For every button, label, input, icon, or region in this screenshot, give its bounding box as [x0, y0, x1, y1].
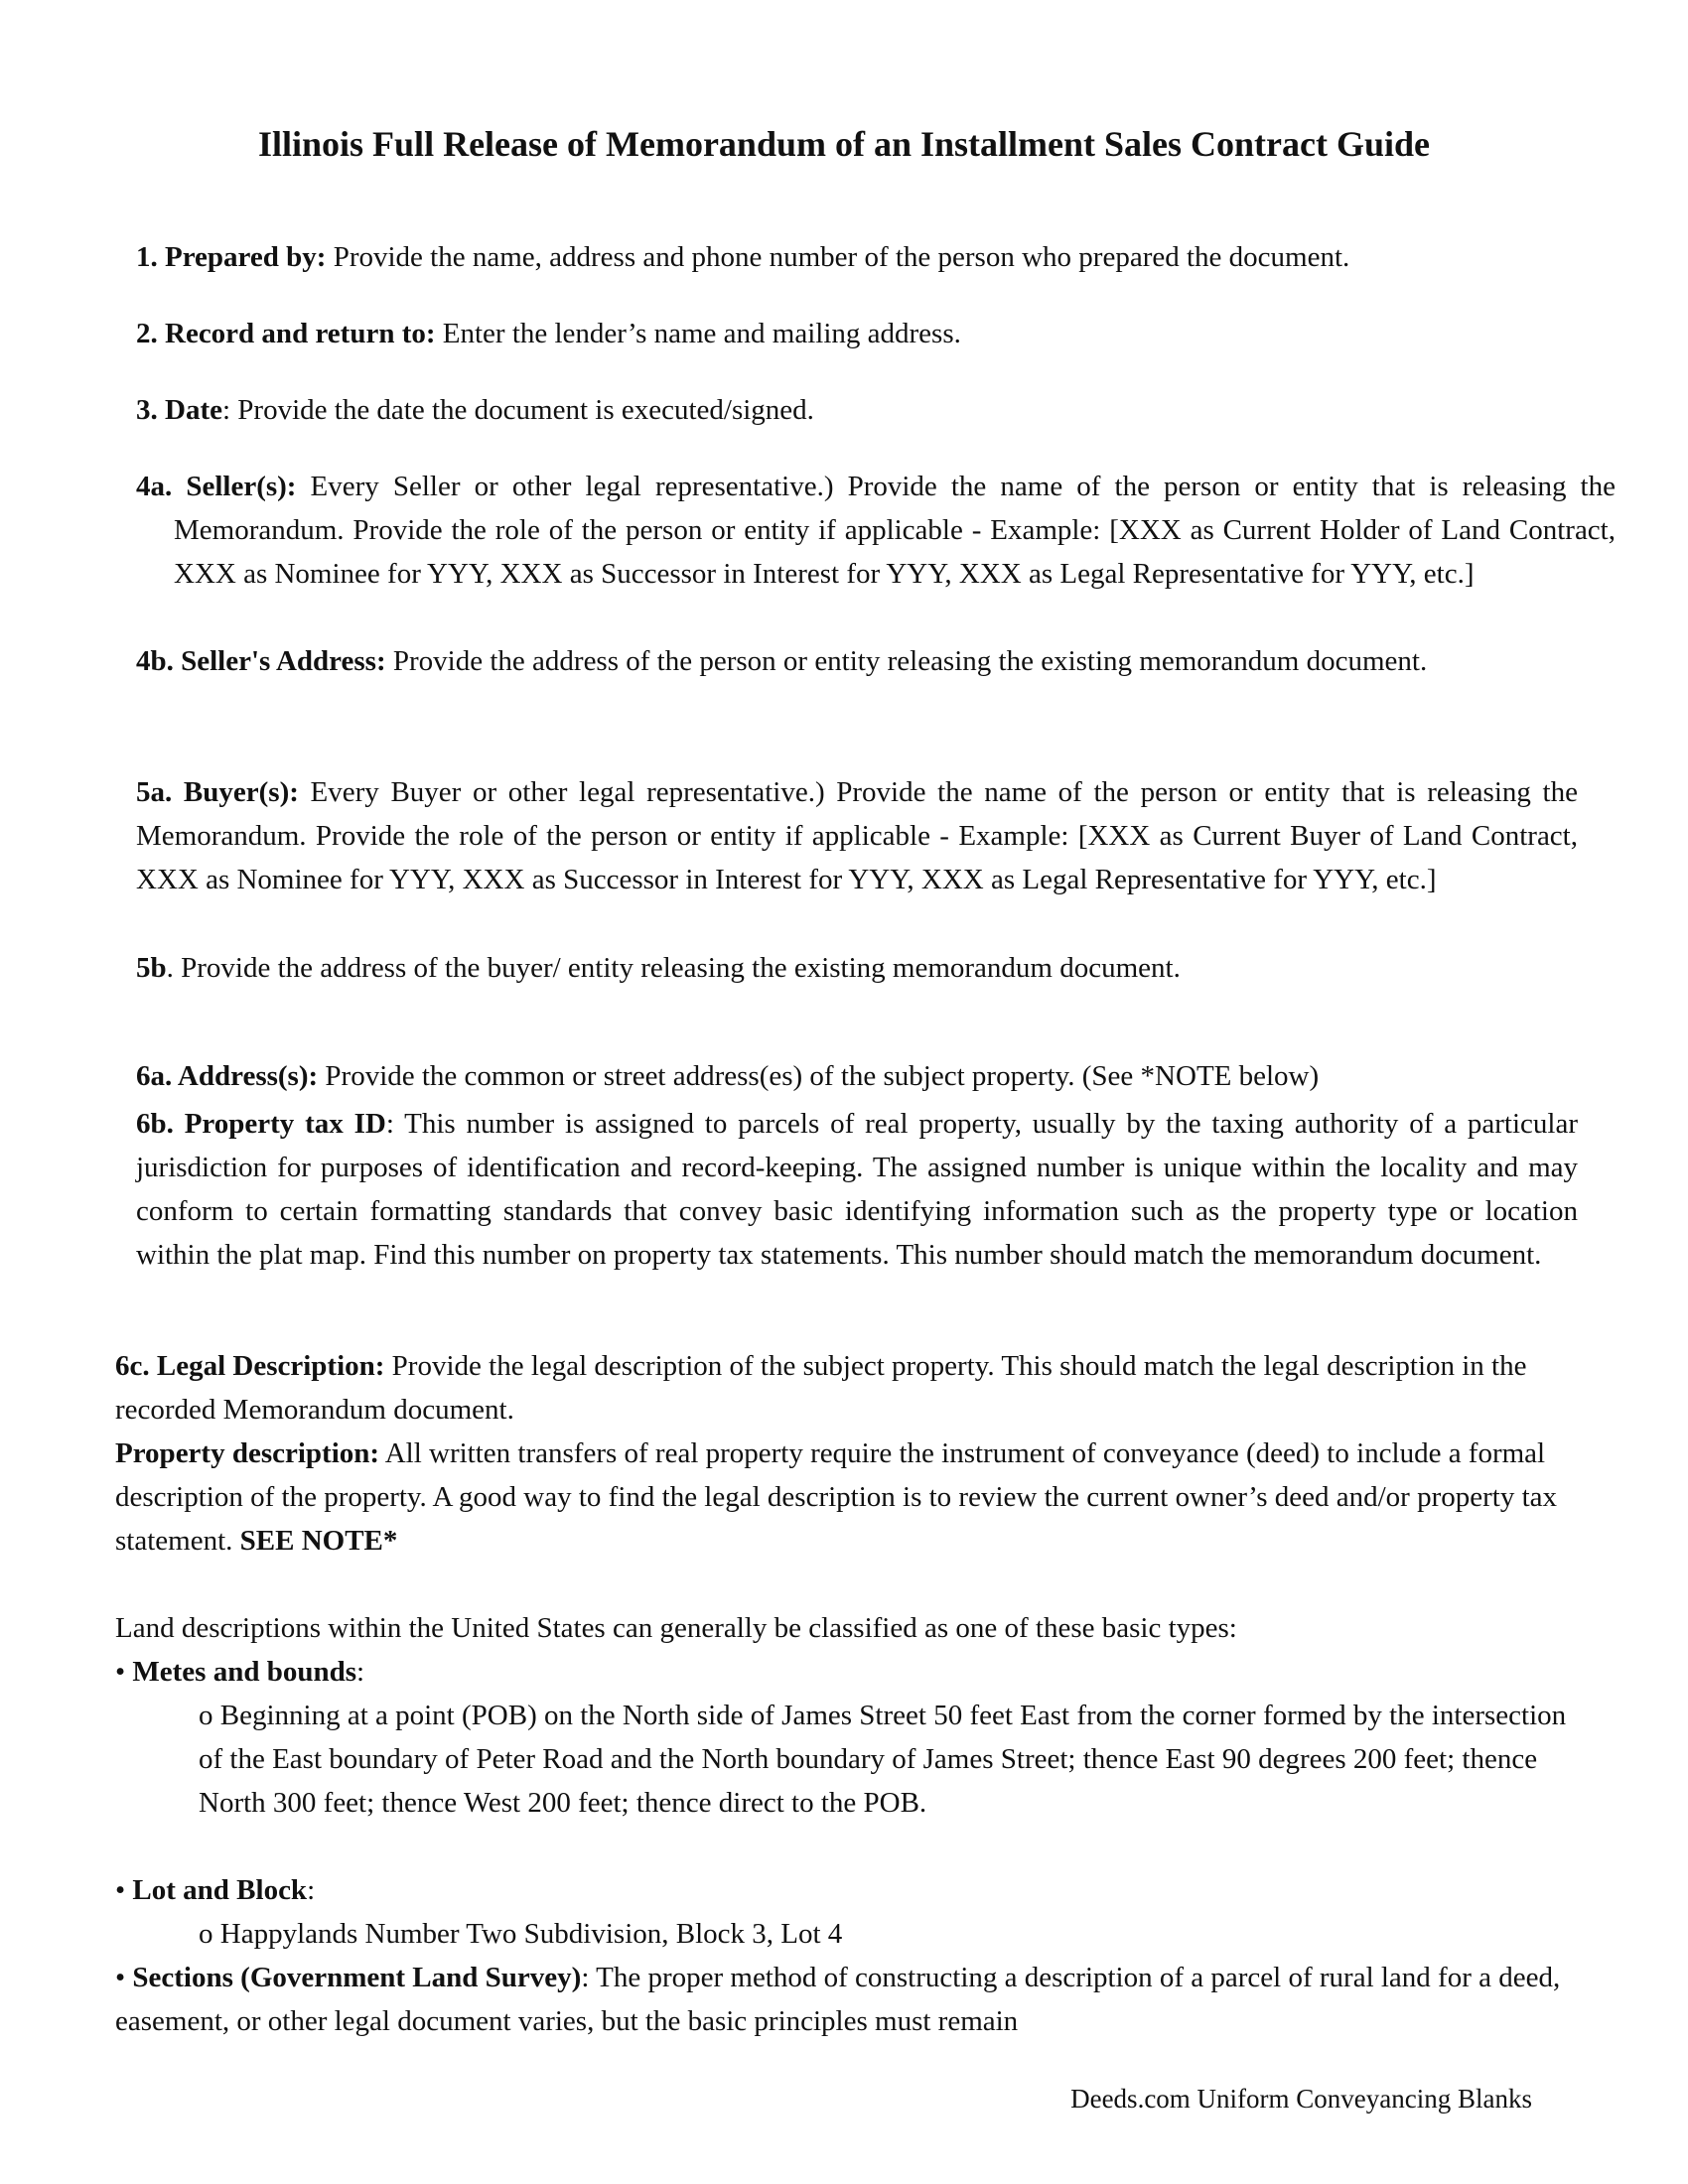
item-text: Enter the lender’s name and mailing address.: [435, 318, 961, 349]
item-label: 6b. Property tax ID: [136, 1108, 386, 1140]
bullet: •: [115, 1656, 133, 1688]
item-text: Provide the legal description of the subject property. This should match the legal description in the recorded Memorandum document.: [115, 1350, 1527, 1426]
page-footer: Deeds.com Uniform Conveyancing Blanks: [1070, 2084, 1532, 2114]
item-text: All written transfers of real property require the instrument of conveyance (deed) to include a formal description of the property. A good way to find the legal description is to review the current owner’s deed and/or property tax statement.: [115, 1437, 1558, 1557]
item-buyers: [136, 770, 1578, 901]
item-label: 5b: [136, 952, 167, 984]
land-type-suffix: :: [356, 1656, 365, 1688]
item-prepared-by: [136, 235, 1586, 279]
land-type-label: Metes and bounds: [132, 1656, 357, 1688]
land-type-suffix: :: [307, 1874, 316, 1906]
item-text: : This number is assigned to parcels of real property, usually by the taxing authority of a particular jurisdiction for purposes of identification and record-keeping. The assigned number is unique within the locality and may conform to certain formatting standards that convey basic identifying information such as the property type or location within the plat map. Find this number on property tax statements. This number should match the memorandum document.: [136, 1108, 1578, 1271]
item-label: 3. Date: [136, 394, 222, 426]
item-text: Provide the address of the person or entity releasing the existing memorandum document.: [385, 645, 1428, 677]
item-text: . Provide the address of the buyer/ entity releasing the existing memorandum document.: [166, 952, 1181, 984]
land-type-metes: [115, 1650, 1585, 1694]
item-label: 1. Prepared by:: [136, 241, 327, 273]
item-text: Every Buyer or other legal representative.) Provide the name of the person or entity that is releasing the Memorandum. Provide the role of the person or entity if applicable - Example: [XXX as Current Buyer of Land Contract, XXX as Nominee for YYY, XXX as Successor in Interest for YYY, XXX as Legal Representative for YYY, etc.]: [136, 776, 1578, 895]
bullet: •: [115, 1874, 133, 1906]
land-types-intro: Land descriptions within the United States can generally be classified as one of these basic types:: [115, 1612, 1237, 1644]
land-type-lot-block-example: o Happylands Number Two Subdivision, Block 3, Lot 4: [199, 1918, 843, 1950]
item-seller-address: [136, 639, 1616, 683]
item-legal-description: [115, 1344, 1585, 1432]
item-property-description: [115, 1432, 1585, 1563]
item-addresses: [136, 1054, 1578, 1098]
item-text: Provide the name, address and phone number of the person who prepared the document.: [326, 241, 1350, 273]
item-text: : Provide the date the document is executed/signed.: [221, 394, 814, 426]
item-label: Property description:: [115, 1437, 380, 1469]
item-record-return: [136, 312, 1586, 355]
item-label: 4a. Seller(s):: [136, 471, 297, 502]
item-text: Every Seller or other legal representative.) Provide the name of the person or entity that is releasing the Memorandum. Provide the role of the person or entity if applicable - Example: [XXX as Current Holder of Land Contract, XXX as Nominee for YYY, XXX as Successor in Interest for YYY, XXX as Legal Representative for YYY, etc.]: [174, 471, 1616, 590]
see-note: SEE NOTE*: [239, 1525, 398, 1557]
item-label: 5a. Buyer(s):: [136, 776, 299, 808]
item-label: 6a. Address(s):: [136, 1060, 319, 1092]
item-property-tax-id: [136, 1102, 1578, 1277]
item-text: Provide the common or street address(es) of the subject property. (See *NOTE below): [318, 1060, 1320, 1092]
bullet: •: [115, 1962, 133, 1993]
land-type-text: : The proper method of constructing a description of a parcel of rural land for a deed, easement, or other legal document varies, but the basic principles must remain: [115, 1962, 1561, 2037]
land-type-metes-example: o Beginning at a point (POB) on the North side of James Street 50 feet East from the corner formed by the intersection of the East boundary of Peter Road and the North boundary of James Street; thence East 90 degrees 200 feet; thence North 300 feet; thence West 200 feet; thence direct to the POB.: [199, 1700, 1567, 1819]
item-label: 2. Record and return to:: [136, 318, 436, 349]
page-title: Illinois Full Release of Memorandum of an Installment Sales Contract Guide: [258, 124, 1430, 164]
item-sellers: [136, 465, 1616, 596]
land-type-sections: [115, 1956, 1585, 2043]
item-date: [136, 388, 1586, 432]
item-label: 4b. Seller's Address:: [136, 645, 386, 677]
item-label: 6c. Legal Description:: [115, 1350, 385, 1382]
land-type-label: Sections (Government Land Survey): [132, 1962, 582, 1993]
land-type-label: Lot and Block: [132, 1874, 308, 1906]
land-type-lot-block: [115, 1868, 1585, 1912]
item-buyer-address: [136, 946, 1578, 990]
